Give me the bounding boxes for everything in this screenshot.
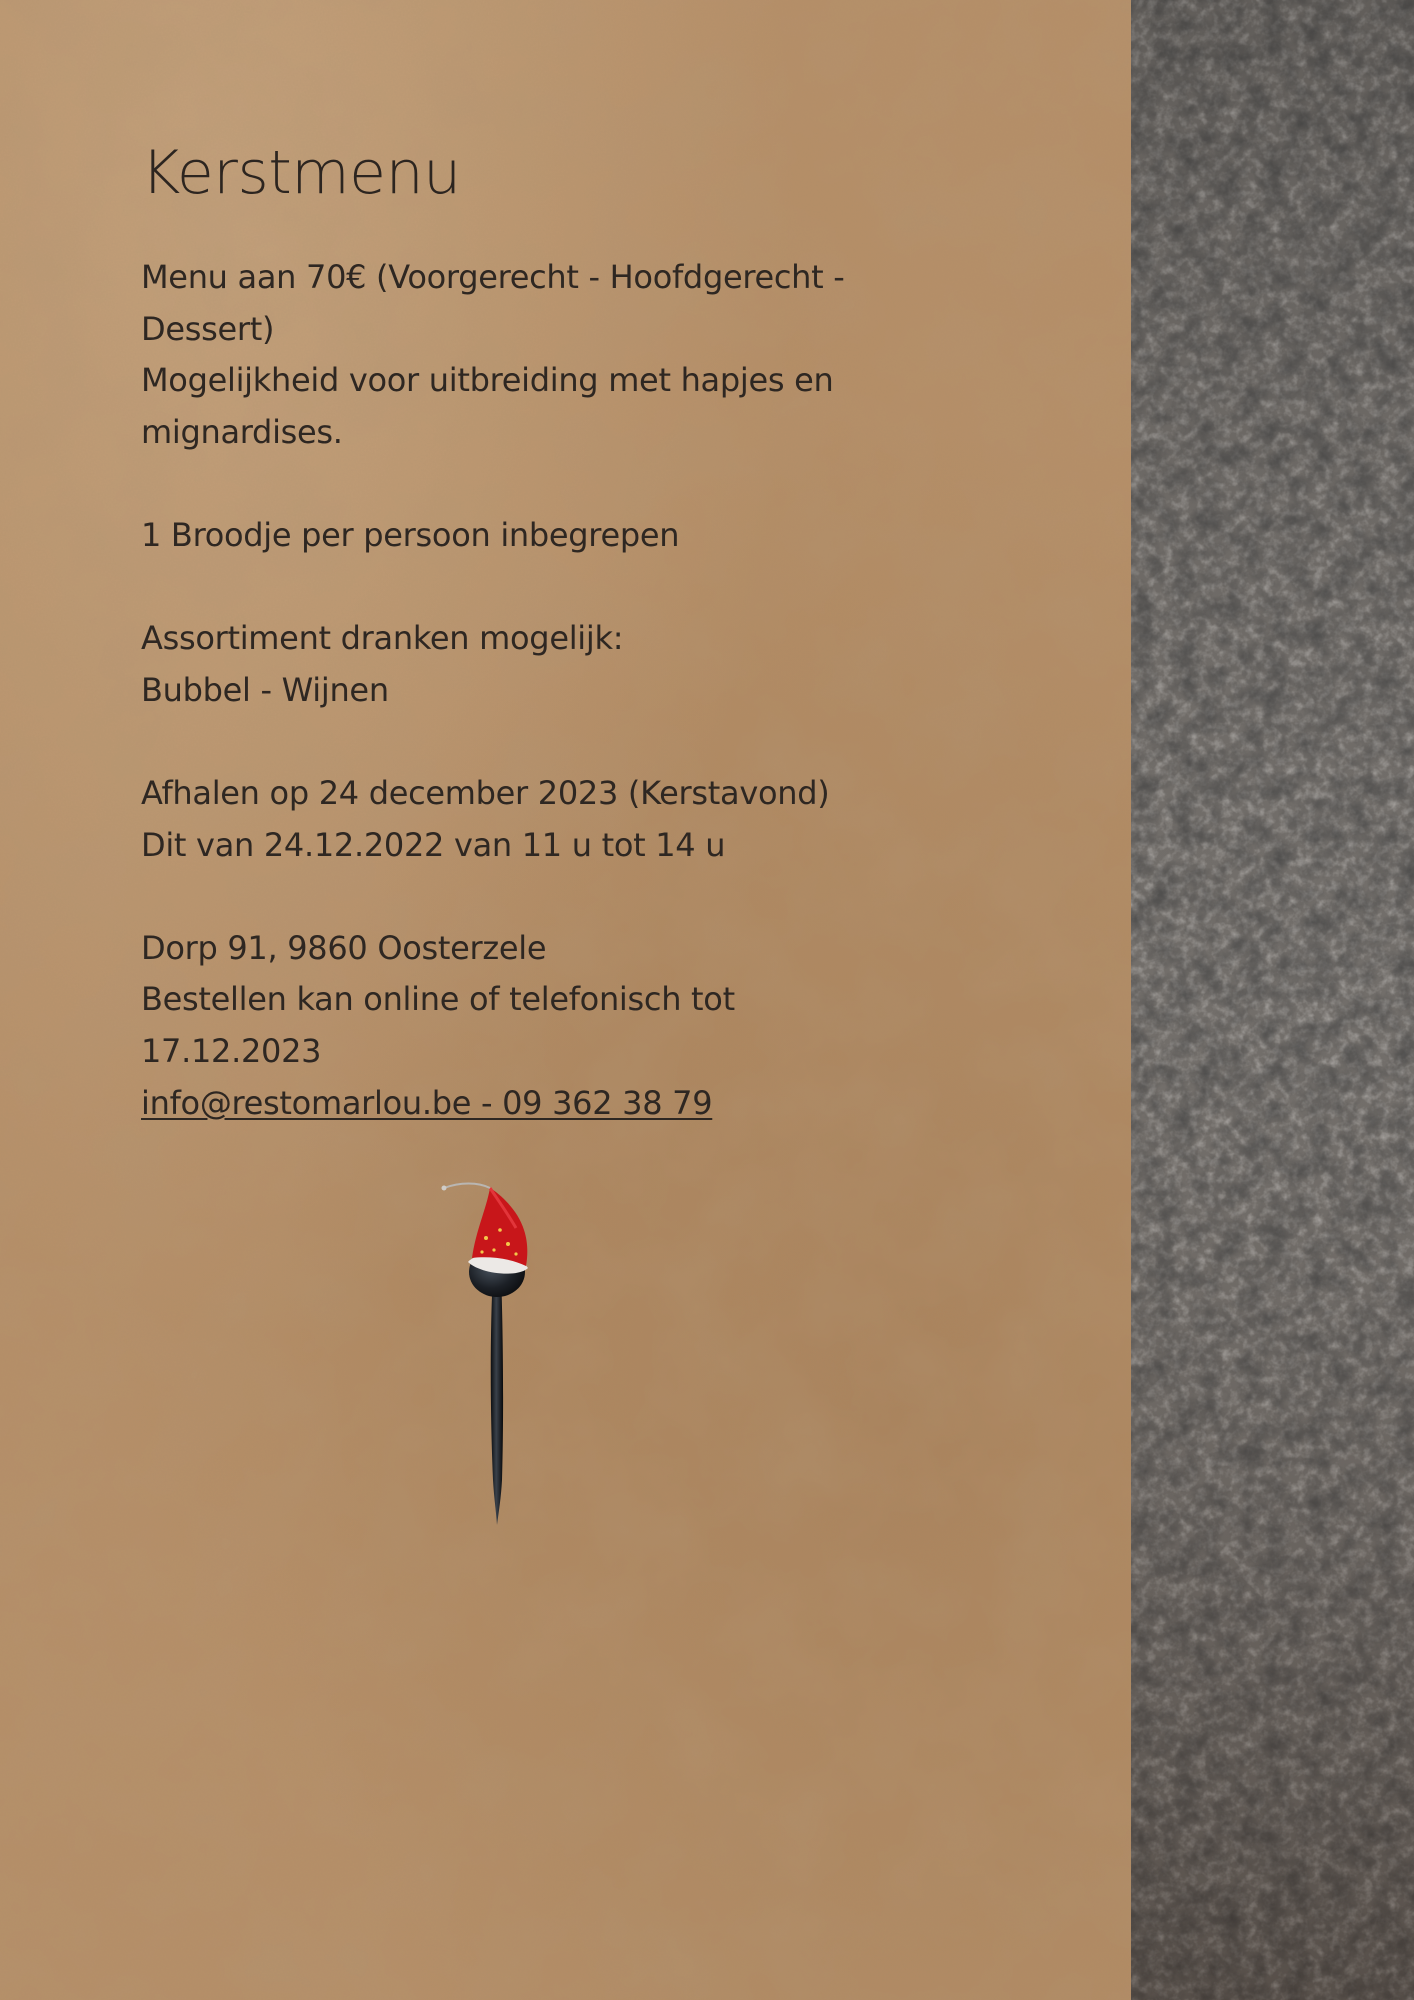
stone-texture-panel (1131, 0, 1414, 2000)
pickup-time: Dit van 24.12.2022 van 11 u tot 14 u (141, 825, 726, 864)
menu-price-line-continued: Dessert) (141, 309, 275, 348)
menu-content (141, 128, 901, 1181)
page-title: Kerstmenu (141, 138, 461, 208)
address: Dorp 91, 9860 Oosterzele (141, 928, 547, 967)
stone-texture (1131, 0, 1414, 2000)
bread-info (141, 510, 901, 562)
pickup-date: Afhalen op 24 december 2023 (Kerstavond) (141, 773, 830, 812)
drinks-options: Bubbel - Wijnen (141, 670, 389, 709)
menu-description (141, 252, 901, 458)
bread-line: 1 Broodje per persoon inbegrepen (141, 515, 680, 554)
email-phone-link[interactable]: info@restomarlou.be - 09 362 38 79 (141, 1083, 713, 1122)
drinks-heading: Assortiment dranken mogelijk: (141, 619, 624, 658)
menu-price-line: Menu aan 70€ (Voorgerecht - Hoofdgerecht - (141, 258, 845, 296)
order-deadline: Bestellen kan online of telefonisch tot 17.12.2023 (141, 980, 735, 1070)
menu-extension-line: Mogelijkheid voor uitbreiding met hapjes en (141, 361, 834, 400)
pickup-info (141, 768, 901, 871)
menu-extension-line-continued: mignardises. (141, 412, 343, 451)
spoon-with-santa-hat-icon (438, 1180, 558, 1530)
drinks-info (141, 613, 901, 716)
contact-info (141, 923, 901, 1129)
